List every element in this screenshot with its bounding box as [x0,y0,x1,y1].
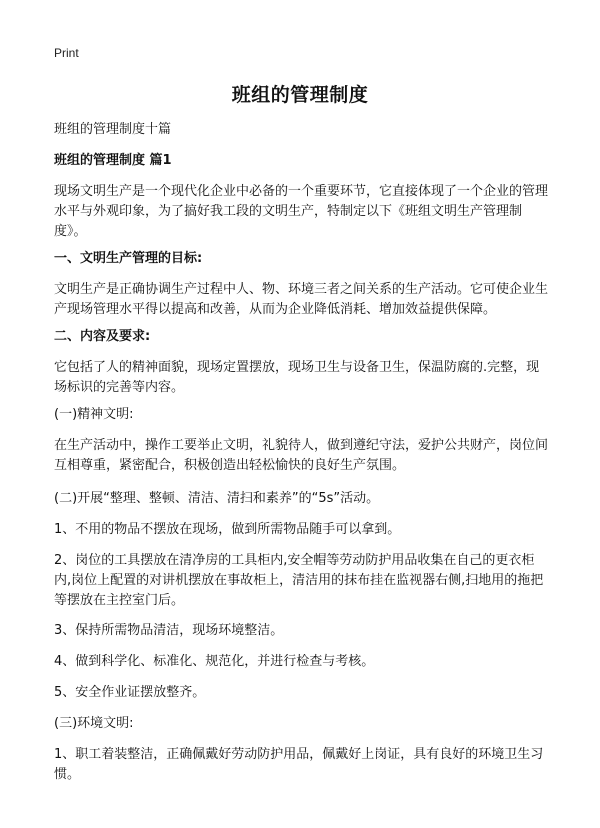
list-item: 1、不用的物品不摆放在现场，做到所需物品随手可以拿到。 [54,522,401,537]
list-item: 4、做到科学化、标准化、规范化，并进行检查与考核。 [54,654,375,669]
paragraph: 它包括了人的精神面貌，现场定置摆放，现场卫生与设备卫生，保温防腐的.完整，现场标识的完善等内容。 [54,360,540,395]
paragraph: 现场文明生产是一个现代化企业中必备的一个重要环节，它直接体现了一个企业的管理水平与外观印象，为了搞好我工段的文明生产，特制定以下《班组文明生产管理制度》。 [54,184,549,239]
paragraph: 文明生产是正确协调生产过程中人、物、环境三者之间关系的生产活动。它可使企业生产现场管理水平得以提高和改善，从而为企业降低消耗、增加效益提供保障。 [54,282,549,317]
list-item: 3、保持所需物品清洁，现场环境整洁。 [54,623,284,638]
section-title: 班组的管理制度 篇1 [54,153,172,168]
document-subtitle: 班组的管理制度十篇 [54,122,172,137]
subsection-heading: (三)环境文明: [54,716,134,731]
subsection-heading: (一)精神文明: [54,407,134,422]
subsection-heading: (二)开展“整理、整顿、清洁、清扫和素养”的“5s”活动。 [54,491,380,506]
print-label: Print [54,46,79,60]
paragraph: 在生产活动中，操作工要举止文明，礼貌待人，做到遵纪守法，爱护公共财产，岗位间互相尊重，紧密配合，积极创造出轻松愉快的良好生产氛围。 [54,438,549,473]
list-item: 5、安全作业证摆放整齐。 [54,685,206,700]
list-item: 1、职工着装整洁，正确佩戴好劳动防护用品，佩戴好上岗证，具有良好的环境卫生习惯。 [54,747,544,782]
section-heading-goal: 一、文明生产管理的目标: [54,251,203,266]
section-heading-content: 二、内容及要求: [54,329,151,344]
document-title: 班组的管理制度 [231,84,369,106]
list-item: 2、岗位的工具摆放在清净房的工具柜内,安全帽等劳动防护用品收集在自己的更衣柜内,岗位上配置的对讲机摆放在事故柜上，清洁用的抹布挂在监视器右侧,扫地用的拖把等摆放在主控室门后。 [54,553,544,608]
